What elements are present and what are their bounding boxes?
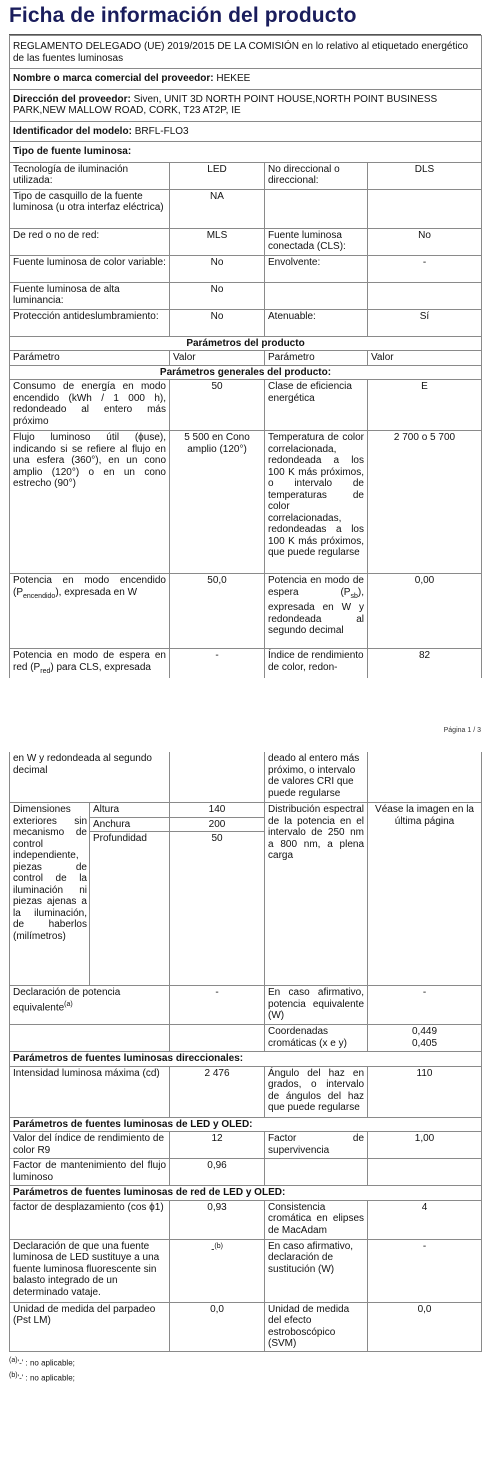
footnote-text: '-' : no aplicable; bbox=[17, 1358, 75, 1368]
param-value: 0,00 bbox=[368, 574, 482, 649]
param-value: LED bbox=[170, 162, 265, 189]
param-value: 0,93 bbox=[170, 1200, 265, 1239]
param-value: 50 bbox=[170, 380, 265, 431]
params-title: Parámetros del producto bbox=[10, 336, 482, 351]
page-title: Ficha de información del producto bbox=[9, 4, 481, 35]
param-label bbox=[10, 649, 170, 679]
param-value: 1,00 bbox=[368, 1132, 482, 1159]
param-label: Unidad de medida del parpadeo (Pst LM) bbox=[10, 1302, 170, 1351]
param-label bbox=[265, 282, 368, 309]
source-row bbox=[10, 282, 482, 309]
param-value: - bbox=[368, 986, 482, 1025]
footnote bbox=[9, 1354, 481, 1370]
directional-row bbox=[10, 1066, 482, 1117]
param-value-empty bbox=[170, 1025, 265, 1052]
label-part: ), expresada en W y redondeada al segundo decimal bbox=[268, 586, 364, 636]
info-table-page-2 bbox=[9, 752, 482, 1352]
led-row bbox=[10, 1132, 482, 1159]
param-label: Factor de mantenimiento del flujo luminoso bbox=[10, 1159, 170, 1186]
param-label bbox=[10, 986, 170, 1025]
param-value: E bbox=[368, 380, 482, 431]
mains-title: Parámetros de fuentes luminosas de red de LED y OLED: bbox=[10, 1186, 482, 1201]
dimensions-row bbox=[10, 803, 482, 818]
param-value: 50,0 bbox=[170, 574, 265, 649]
footnote-marker: (a) bbox=[9, 1356, 18, 1364]
param-label: Protección antideslumbramiento: bbox=[10, 309, 170, 336]
param-label bbox=[265, 189, 368, 228]
param-label: Coordenadas cromáticas (x e y) bbox=[265, 1025, 368, 1052]
mains-row bbox=[10, 1239, 482, 1302]
address-row bbox=[10, 89, 482, 121]
param-label: En caso afirmativo, potencia equivalente (W) bbox=[265, 986, 368, 1025]
param-label: factor de desplazamiento (cos ϕ1) bbox=[10, 1200, 170, 1239]
mains-row bbox=[10, 1302, 482, 1351]
footnote bbox=[9, 1369, 481, 1385]
param-value bbox=[368, 189, 482, 228]
chroma-y: 0,405 bbox=[412, 1037, 438, 1049]
footnote-marker: (a) bbox=[64, 1000, 73, 1008]
param-label: deado al entero más próximo, o intervalo de valores CRI que puede regularse bbox=[265, 752, 368, 803]
label-subscript: sb bbox=[350, 592, 358, 600]
power-on-row bbox=[10, 574, 482, 649]
param-label bbox=[265, 574, 368, 649]
param-label: Clase de eficiencia energética bbox=[265, 380, 368, 431]
footnote-text: '-' : no aplicable; bbox=[17, 1373, 75, 1383]
mains-row bbox=[10, 1200, 482, 1239]
page-number: Página 1 / 3 bbox=[443, 727, 481, 734]
param-value: NA bbox=[170, 189, 265, 228]
param-value: DLS bbox=[368, 162, 482, 189]
param-label: Envolvente: bbox=[265, 255, 368, 282]
dimension-value: 50 bbox=[170, 832, 265, 986]
chroma-x: 0,449 bbox=[412, 1026, 438, 1037]
param-value: Véase la imagen en la última página bbox=[368, 803, 482, 986]
param-value: 2 476 bbox=[170, 1066, 265, 1117]
supplier-value: HEKEE bbox=[216, 73, 251, 84]
param-value: No bbox=[170, 309, 265, 336]
supplier-label: Nombre o marca comercial del proveedor: bbox=[13, 73, 214, 84]
dimension-name: Profundidad bbox=[90, 832, 170, 986]
page-1 bbox=[9, 4, 481, 678]
param-value: 4 bbox=[368, 1200, 482, 1239]
page-2 bbox=[9, 752, 481, 1385]
param-label: Temperatura de color correlacionada, redondeada a los 100 K más próximos, o intervalo de temperaturas de color correlacionadas, redondeadas a los 100 K más próximos, que puede regularse bbox=[265, 431, 368, 574]
footnotes bbox=[9, 1354, 481, 1385]
param-value: - bbox=[368, 255, 482, 282]
label-part: Declaración de potencia equivalente bbox=[13, 987, 121, 1013]
chromaticity-row bbox=[10, 1025, 482, 1052]
param-label: Fuente luminosa de color variable: bbox=[10, 255, 170, 282]
param-value: No bbox=[368, 228, 482, 255]
param-value: 0,96 bbox=[170, 1159, 265, 1186]
param-value: MLS bbox=[170, 228, 265, 255]
param-value bbox=[368, 282, 482, 309]
header-param: Parámetro bbox=[10, 351, 170, 366]
power-net-continued-row bbox=[10, 752, 482, 803]
led-row bbox=[10, 1159, 482, 1186]
source-type-title: Tipo de fuente luminosa: bbox=[10, 142, 482, 163]
info-table-page-1 bbox=[9, 35, 482, 678]
label-part: Potencia en modo de espera en red (P bbox=[13, 650, 166, 673]
address-label: Dirección del proveedor: bbox=[13, 93, 131, 105]
param-value: Sí bbox=[368, 309, 482, 336]
param-value: 110 bbox=[368, 1066, 482, 1117]
param-label bbox=[265, 1159, 368, 1186]
param-label: Ángulo del haz en grados, o intervalo de ángulos del haz que puede regularse bbox=[265, 1066, 368, 1117]
param-value: - bbox=[170, 649, 265, 679]
label-subscript: red bbox=[40, 667, 51, 675]
param-value bbox=[368, 1025, 482, 1052]
param-label: En caso afirmativo, declaración de sustitución (W) bbox=[265, 1239, 368, 1302]
param-label: en W y redondeada al segundo decimal bbox=[10, 752, 170, 803]
regulation-text: REGLAMENTO DELEGADO (UE) 2019/2015 DE LA COMISIÓN en lo relativo al etiquetado energético de las fuentes luminosas bbox=[10, 36, 482, 69]
param-value: No bbox=[170, 282, 265, 309]
source-row bbox=[10, 309, 482, 336]
param-value bbox=[170, 1239, 265, 1302]
param-value: 82 bbox=[368, 649, 482, 679]
param-value: 2 700 o 5 700 bbox=[368, 431, 482, 574]
param-value-empty bbox=[170, 752, 265, 803]
led-title: Parámetros de fuentes luminosas de LED y OLED: bbox=[10, 1117, 482, 1132]
param-label bbox=[10, 574, 170, 649]
dimension-name: Altura bbox=[90, 803, 170, 818]
param-label: Consumo de energía en modo encendido (kWh / 1 000 h), redondeado al entero más próximo bbox=[10, 380, 170, 431]
param-label: No direccional o direccional: bbox=[265, 162, 368, 189]
label-subscript: encendido bbox=[23, 592, 56, 600]
param-label: Tipo de casquillo de la fuente luminosa (u otra interfaz eléctrica) bbox=[10, 189, 170, 228]
source-row bbox=[10, 162, 482, 189]
param-value: 0,0 bbox=[368, 1302, 482, 1351]
model-label: Identificador del modelo: bbox=[13, 125, 132, 137]
model-value: BRFL-FLO3 bbox=[134, 125, 189, 137]
param-label: Valor del índice de rendimiento de color R9 bbox=[10, 1132, 170, 1159]
source-row bbox=[10, 255, 482, 282]
supplier-row bbox=[10, 69, 482, 90]
label-part: Potencia en modo encendido (P bbox=[13, 575, 166, 598]
dimensions-label: Dimensiones exteriores sin mecanismo de control independiente, piezas de control de la iluminación ni piezas ajenas a la iluminación, de haberlos (milímetros) bbox=[10, 803, 90, 986]
param-label: Fuente luminosa de alta luminancia: bbox=[10, 282, 170, 309]
label-part: Potencia en modo de espera (P bbox=[268, 575, 364, 598]
dimension-value: 200 bbox=[170, 817, 265, 832]
header-row bbox=[10, 351, 482, 366]
param-label: De red o no de red: bbox=[10, 228, 170, 255]
param-value: 12 bbox=[170, 1132, 265, 1159]
general-row bbox=[10, 431, 482, 574]
param-value-empty bbox=[368, 752, 482, 803]
param-label: Unidad de medida del efecto estroboscópico (SVM) bbox=[265, 1302, 368, 1351]
param-label: Atenuable: bbox=[265, 309, 368, 336]
model-row bbox=[10, 121, 482, 142]
dimension-value: 140 bbox=[170, 803, 265, 818]
footnote-marker: (b) bbox=[9, 1372, 18, 1380]
param-label: Consistencia cromática en elipses de MacAdam bbox=[265, 1200, 368, 1239]
param-value bbox=[368, 1159, 482, 1186]
param-label: Índice de rendimiento de color, redon- bbox=[265, 649, 368, 679]
equivalent-power-row bbox=[10, 986, 482, 1025]
source-row bbox=[10, 189, 482, 228]
param-label-empty bbox=[10, 1025, 170, 1052]
value-part: - bbox=[211, 1243, 215, 1255]
param-label: Fuente luminosa conectada (CLS): bbox=[265, 228, 368, 255]
label-part: ), expresada en W bbox=[55, 586, 138, 598]
param-value: - bbox=[368, 1239, 482, 1302]
param-label: Intensidad luminosa máxima (cd) bbox=[10, 1066, 170, 1117]
source-row bbox=[10, 228, 482, 255]
header-value: Valor bbox=[170, 351, 265, 366]
param-value: 0,0 bbox=[170, 1302, 265, 1351]
footnote-marker: (b) bbox=[214, 1242, 223, 1250]
param-value: No bbox=[170, 255, 265, 282]
param-label: Factor de supervivencia bbox=[265, 1132, 368, 1159]
header-value: Valor bbox=[368, 351, 482, 366]
param-value: 5 500 en Cono amplio (120°) bbox=[170, 431, 265, 574]
general-title: Parámetros generales del producto: bbox=[10, 365, 482, 380]
general-row bbox=[10, 380, 482, 431]
param-label: Declaración de que una fuente luminosa de LED sustituye a una fuente luminosa fluorescente sin balasto integrado de un determinado vataje. bbox=[10, 1239, 170, 1302]
header-param: Parámetro bbox=[265, 351, 368, 366]
param-label: Distribución espectral de la potencia en el intervalo de 250 nm a 800 nm, a plena carga bbox=[265, 803, 368, 986]
param-label: Tecnología de iluminación utilizada: bbox=[10, 162, 170, 189]
address-value: Siven, UNIT 3D NORTH POINT HOUSE,NORTH POINT BUSINESS PARK,NEW MALLOW ROAD, CORK, T23 AT2P, IE bbox=[13, 93, 438, 116]
param-label: Flujo luminoso útil (ϕuse), indicando si se refiere al flujo en una esfera (360°), en un cono amplio (120°) o en un cono estrecho (90°) bbox=[10, 431, 170, 574]
dimension-name: Anchura bbox=[90, 817, 170, 832]
label-part: ) para CLS, expresada bbox=[50, 661, 151, 673]
directional-title: Parámetros de fuentes luminosas direccionales: bbox=[10, 1052, 482, 1067]
power-net-row bbox=[10, 649, 482, 679]
param-value: - bbox=[170, 986, 265, 1025]
